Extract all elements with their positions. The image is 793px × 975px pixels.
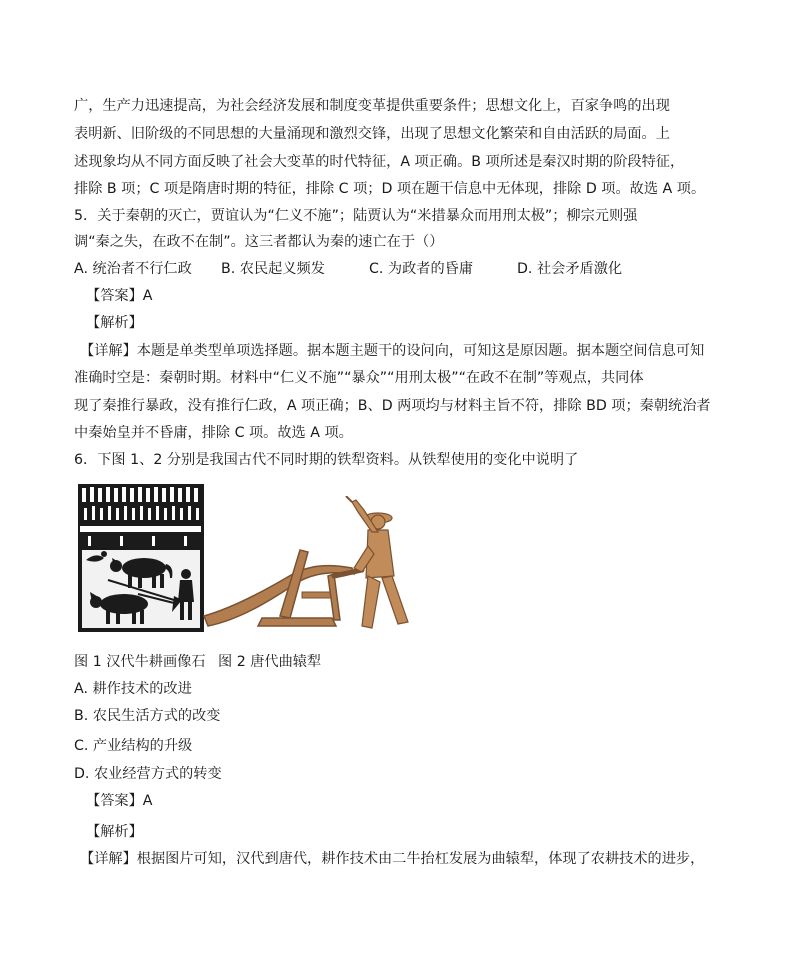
figure-1-caption: 图 1 汉代牛耕画像石 [74,654,206,670]
han-ox-ploughing-relief-image [78,484,204,632]
question-5-stem: 调“秦之失，在政不在制”。这三者都认为秦的速亡在于（） [74,234,444,250]
analysis-detail: 中秦始皇并不昏庸，排除 C 项。故选 A 项。 [74,425,353,441]
paragraph-line: 排除 B 项；C 项是隋唐时期的特征，排除 C 项；D 项在题干信息中无体现，排除 D 项。故选 A 项。 [74,181,706,197]
figure-2-caption: 图 2 唐代曲辕犁 [218,654,322,670]
option-a: A. 统治者不行仁政 [74,261,192,277]
answer-label: 【答案】A [86,288,153,304]
option-b: B. 农民生活方式的改变 [74,708,221,724]
option-b: B. 农民起义频发 [221,261,325,277]
question-6-stem: 6．下图 1、2 分别是我国古代不同时期的铁犁资料。从铁犁使用的变化中说明了 [74,452,579,468]
option-a: A. 耕作技术的改进 [74,681,192,697]
option-c: C. 为政者的昏庸 [369,261,474,277]
option-d: D. 社会矛盾激化 [517,261,623,277]
paragraph-line: 述现象均从不同方面反映了社会大变革的时代特征，A 项正确。B 项所述是秦汉时期的阶段特征， [74,154,685,170]
analysis-detail: 现了秦推行暴政，没有推行仁政，A 项正确；B、D 两项均与材料主旨不符，排除 BD 项；秦朝统治者 [74,398,711,414]
analysis-label: 【解析】 [86,315,143,331]
option-d: D. 农业经营方式的转变 [74,766,222,782]
answer-label: 【答案】A [86,793,153,809]
tang-curved-shaft-plough-image [202,496,414,636]
question-5-stem: 5．关于秦朝的灭亡，贾谊认为“仁义不施”；陆贾认为“米措暴众而用刑太极”；柳宗元则强 [74,208,638,224]
paragraph-line: 广，生产力迅速提高，为社会经济发展和制度变革提供重要条件；思想文化上，百家争鸣的出现 [74,98,670,114]
option-c: C. 产业结构的升级 [74,738,193,754]
analysis-detail: 【详解】根据图片可知，汉代到唐代，耕作技术由二牛抬杠发展为曲辕犁，体现了农耕技术的进步， [80,851,705,867]
analysis-label: 【解析】 [86,824,143,840]
analysis-detail: 准确时空是：秦朝时期。材料中“仁义不施”“暴众”“用刑太极”“在政不在制”等观点，共同体 [74,370,644,386]
analysis-detail: 【详解】本题是单类型单项选择题。据本题主题干的设问向，可知这是原因题。据本题空间信息可知 [80,343,705,359]
paragraph-line: 表明新、旧阶级的不同思想的大量涌现和激烈交锋，出现了思想文化繁荣和自由活跃的局面。上 [74,126,670,142]
